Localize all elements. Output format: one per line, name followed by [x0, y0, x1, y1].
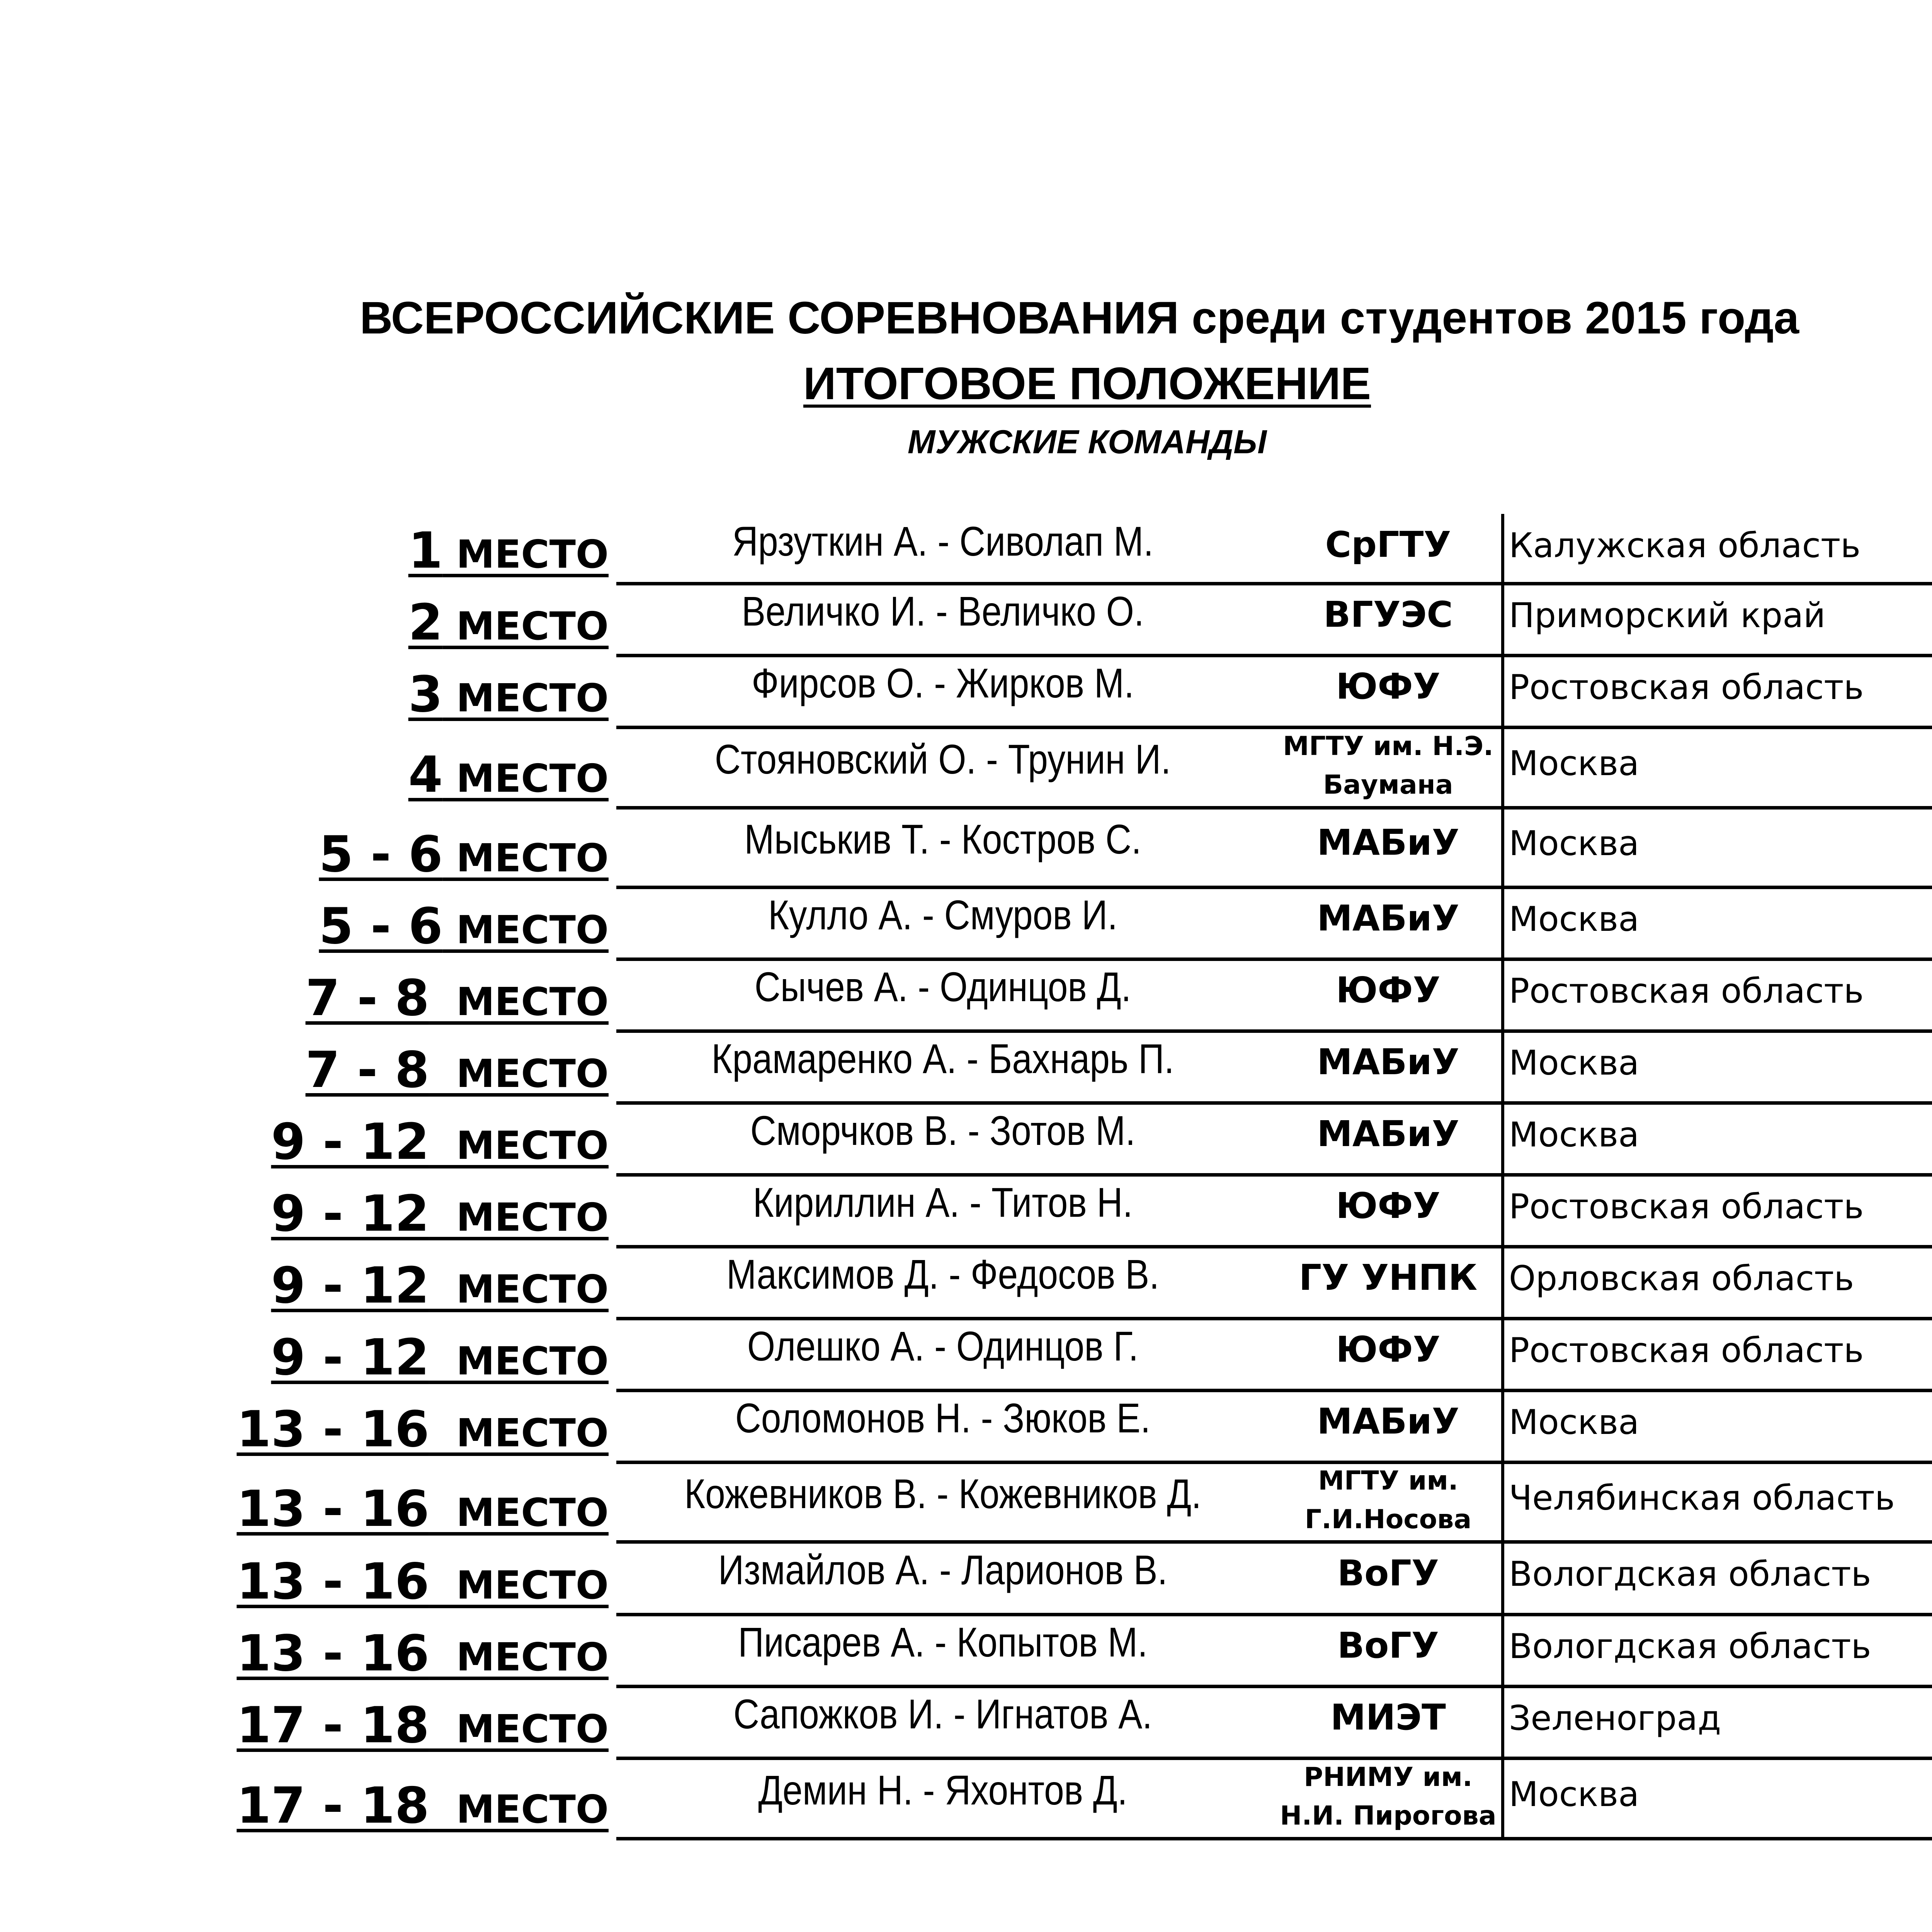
- place-label: [408, 746, 609, 804]
- player-pair: Кириллин А. - Титов Н.: [753, 1179, 1133, 1226]
- document-subtitle: ИТОГОВОЕ ПОЛОЖЕНИЕ: [803, 358, 1371, 409]
- player-pair: Писарев А. - Копытов М.: [738, 1619, 1148, 1665]
- place-label: [236, 1480, 609, 1538]
- region: Москва: [1509, 1774, 1639, 1814]
- place-word: МЕСТО: [429, 1338, 609, 1384]
- place-number: 17 - 18: [236, 1777, 429, 1835]
- place-word: МЕСТО: [442, 907, 609, 952]
- player-pair: Соломонов Н. - Зюков Е.: [735, 1395, 1151, 1441]
- place-label: [271, 1185, 609, 1243]
- university: ВГУЭС: [1323, 594, 1453, 635]
- region: Ростовская область: [1509, 667, 1864, 707]
- place-word: МЕСТО: [429, 1123, 609, 1168]
- place-label: [306, 969, 609, 1027]
- place-label: [236, 1625, 609, 1682]
- region: Челябинская область: [1509, 1478, 1895, 1518]
- place-number: 9 - 12: [271, 1185, 429, 1243]
- player-pair: Максимов Д. - Федосов В.: [726, 1251, 1160, 1298]
- player-pair: Сычев А. - Одинцов Д.: [754, 963, 1131, 1010]
- university: МАБиУ: [1317, 1401, 1459, 1442]
- region: Орловская область: [1509, 1259, 1854, 1298]
- region: Москва: [1509, 1402, 1639, 1442]
- place-label: [271, 1113, 609, 1171]
- player-pair: Сапожков И. - Игнатов А.: [733, 1690, 1153, 1737]
- table-row: [0, 1613, 1932, 1685]
- place-number: 13 - 16: [236, 1480, 429, 1538]
- place-word: МЕСТО: [429, 1410, 609, 1456]
- document-title: ВСЕРОССИЙСКИЕ СОРЕВНОВАНИЯ среди студентов 2015 года: [359, 293, 1799, 344]
- table-row: [0, 957, 1932, 1029]
- player-pair: Стояновский О. - Трунин И.: [714, 736, 1171, 782]
- place-word: МЕСТО: [429, 1563, 609, 1608]
- university: МАБиУ: [1317, 1041, 1459, 1083]
- region: Москва: [1509, 1043, 1639, 1083]
- table-row: [0, 1101, 1932, 1173]
- place-word: МЕСТО: [429, 979, 609, 1024]
- player-pair: Фирсов О. - Жирков М.: [752, 660, 1134, 706]
- place-word: МЕСТО: [429, 1267, 609, 1312]
- place-number: 9 - 12: [271, 1329, 429, 1386]
- place-word: МЕСТО: [429, 1787, 609, 1832]
- region: Ростовская область: [1509, 1330, 1864, 1370]
- place-label: [408, 666, 609, 723]
- player-pair: Олешко А. - Одинцов Г.: [747, 1323, 1139, 1369]
- university: ЮФУ: [1336, 1185, 1440, 1226]
- table-row: [0, 886, 1932, 957]
- table-row: [0, 514, 1932, 582]
- player-pair: Измайлов А. - Ларионов В.: [718, 1546, 1168, 1593]
- place-label: [319, 898, 609, 955]
- university-line: МГТУ им. Н.Э.: [1283, 731, 1493, 762]
- university-line: Г.И.Носова: [1304, 1504, 1472, 1535]
- place-number: 5 - 6: [319, 826, 443, 883]
- university: МАБиУ: [1317, 822, 1459, 863]
- university: СрГТУ: [1325, 524, 1451, 565]
- place-number: 5 - 6: [319, 898, 443, 955]
- player-pair: Мыськив Т. - Костров С.: [744, 816, 1141, 862]
- place-number: 13 - 16: [236, 1553, 429, 1611]
- university: [1275, 1462, 1501, 1539]
- table-row: [0, 654, 1932, 726]
- place-number: 3: [408, 666, 443, 723]
- region: Зеленоград: [1509, 1698, 1721, 1738]
- category-title: МУЖСКИЕ КОМАНДЫ: [907, 423, 1267, 461]
- table-row: [0, 1540, 1932, 1613]
- region: Калужская область: [1509, 526, 1861, 565]
- university: [1275, 1758, 1501, 1835]
- place-label: [236, 1697, 609, 1754]
- university: ВоГУ: [1337, 1625, 1439, 1666]
- place-number: 7 - 8: [305, 969, 429, 1027]
- place-word: МЕСТО: [429, 1634, 609, 1680]
- place-word: МЕСТО: [442, 675, 609, 721]
- place-label: [236, 1777, 609, 1835]
- row-divider: [616, 1837, 1932, 1840]
- table-row: [0, 1317, 1932, 1389]
- place-number: 1: [408, 522, 443, 580]
- university: МИЭТ: [1330, 1697, 1446, 1738]
- place-number: 9 - 12: [271, 1257, 429, 1315]
- place-label: [306, 1041, 609, 1099]
- player-pair: Сморчков В. - Зотов М.: [750, 1107, 1136, 1154]
- university-line: РНИМУ им.: [1304, 1762, 1473, 1793]
- university-line: Н.И. Пирогова: [1280, 1801, 1497, 1831]
- place-word: МЕСТО: [442, 835, 609, 881]
- place-word: МЕСТО: [442, 756, 609, 801]
- player-pair: Крамаренко А. - Бахнарь П.: [711, 1035, 1174, 1082]
- region: Ростовская область: [1509, 1187, 1864, 1226]
- player-pair: Величко И. - Величко О.: [742, 588, 1144, 634]
- place-number: 13 - 16: [236, 1401, 429, 1458]
- university: МАБиУ: [1317, 898, 1459, 939]
- player-pair: Кулло А. - Смуров И.: [768, 891, 1118, 938]
- table-row: [0, 806, 1932, 886]
- university: ЮФУ: [1336, 1329, 1440, 1370]
- place-label: [408, 594, 609, 651]
- place-word: МЕСТО: [429, 1706, 609, 1752]
- table-row: [0, 1389, 1932, 1461]
- place-label: [271, 1257, 609, 1315]
- table-row: [0, 582, 1932, 654]
- university: ВоГУ: [1337, 1553, 1439, 1594]
- table-row: [0, 726, 1932, 806]
- region: Москва: [1509, 823, 1639, 863]
- region: Москва: [1509, 899, 1639, 939]
- table-row: [0, 1029, 1932, 1101]
- region: Москва: [1509, 1115, 1639, 1155]
- university-line: Баумана: [1323, 770, 1453, 800]
- player-pair: Демин Н. - Яхонтов Д.: [758, 1767, 1128, 1813]
- university: МАБиУ: [1317, 1113, 1459, 1155]
- place-number: 9 - 12: [271, 1113, 429, 1171]
- region: Вологдская область: [1509, 1626, 1871, 1666]
- place-label: [319, 826, 609, 883]
- university: ЮФУ: [1336, 666, 1440, 707]
- place-label: [236, 1553, 609, 1611]
- place-number: 17 - 18: [236, 1697, 429, 1754]
- place-number: 4: [408, 746, 443, 804]
- player-pair: Ярзуткин А. - Сиволап М.: [732, 518, 1154, 565]
- place-word: МЕСТО: [429, 1051, 609, 1096]
- place-word: МЕСТО: [442, 604, 609, 649]
- region: Ростовская область: [1509, 971, 1864, 1011]
- table-row: [0, 1461, 1932, 1540]
- table-row: [0, 1685, 1932, 1757]
- table-row: [0, 1245, 1932, 1317]
- player-pair: Кожевников В. - Кожевников Д.: [684, 1470, 1201, 1517]
- place-word: МЕСТО: [442, 532, 609, 577]
- region: Москва: [1509, 743, 1639, 783]
- region: Приморский край: [1509, 595, 1826, 635]
- region: Вологдская область: [1509, 1554, 1871, 1594]
- place-number: 7 - 8: [305, 1041, 429, 1099]
- university: [1275, 727, 1501, 804]
- place-word: МЕСТО: [429, 1490, 609, 1535]
- university: ЮФУ: [1336, 969, 1440, 1011]
- university-line: МГТУ им.: [1318, 1466, 1458, 1496]
- university: ГУ УНПК: [1299, 1257, 1478, 1298]
- place-word: МЕСТО: [429, 1195, 609, 1240]
- table-row: [0, 1757, 1932, 1837]
- place-label: [271, 1329, 609, 1386]
- place-number: 2: [408, 594, 443, 651]
- place-number: 13 - 16: [236, 1625, 429, 1682]
- place-label: [236, 1401, 609, 1458]
- place-label: [408, 522, 609, 580]
- table-row: [0, 1173, 1932, 1245]
